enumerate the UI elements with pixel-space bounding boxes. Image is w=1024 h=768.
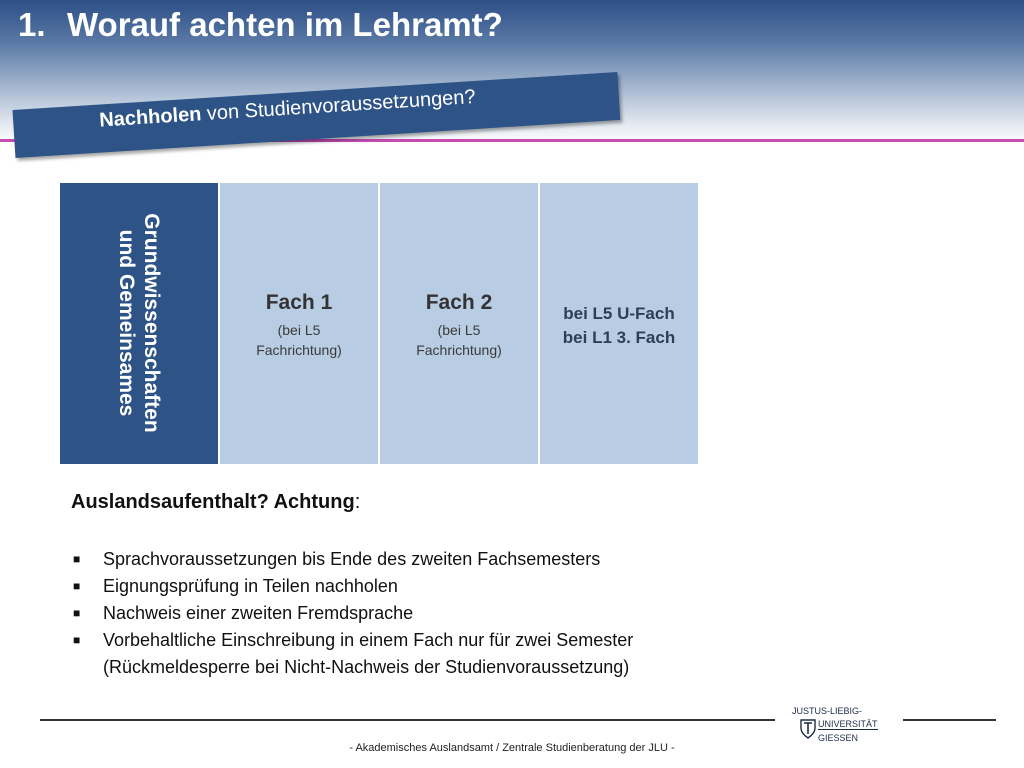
fach2-subtitle <box>380 320 538 360</box>
fach1-subtitle <box>220 320 378 360</box>
list-item-text: Vorbehaltliche Einschreibung in einem Fach nur für zwei Semester <box>103 630 634 650</box>
logo-line3: GIESSEN <box>818 733 859 743</box>
list-item-text: Eignungsprüfung in Teilen nachholen <box>103 576 398 596</box>
bullet-square-icon: ■ <box>73 552 81 566</box>
u-fach-line1: bei L5 U-Fach <box>563 304 675 323</box>
section-heading-colon: : <box>354 491 361 513</box>
shield-icon <box>800 719 816 739</box>
vertical-label <box>114 188 164 458</box>
bullet-square-icon: ■ <box>73 579 81 593</box>
logo-line1: JUSTUS-LIEBIG- <box>792 706 863 716</box>
fach1-sub-line1: (bei L5 <box>277 322 321 338</box>
bullet-square-icon: ■ <box>73 633 81 647</box>
fach2-title: Fach 2 <box>425 291 493 314</box>
list-item-text: Nachweis einer zweiten Fremdsprache <box>103 603 414 623</box>
footer-rule-left <box>40 719 775 721</box>
fach1-sub-line2: Fachrichtung) <box>256 342 342 358</box>
study-structure-grid <box>60 183 698 464</box>
grid-col-u-fach <box>540 183 698 464</box>
list-item-continuation: (Rückmeldesperre bei Nicht-Nachweis der Studienvoraussetzung) <box>103 657 630 677</box>
bullet-square-icon: ■ <box>73 606 81 620</box>
footer-rule-right <box>903 719 996 721</box>
list-item <box>72 627 633 681</box>
slide-title <box>18 6 503 44</box>
section-heading-text: Auslandsaufenthalt? Achtung <box>71 491 355 513</box>
vertical-label-line2: und Gemeinsames <box>115 229 138 417</box>
ribbon-bold: Nachholen <box>98 103 203 132</box>
slide-number: 1. <box>18 6 46 43</box>
vertical-label-line1: Grundwissenschaften <box>140 213 163 433</box>
grid-col-fach2 <box>380 183 538 464</box>
fach2-sub-line1: (bei L5 <box>437 322 481 338</box>
footer-text: - Akademisches Auslandsamt / Zentrale Studienberatung der JLU - <box>349 742 675 754</box>
list-item <box>72 546 633 573</box>
list-item <box>72 600 633 627</box>
fach1-title: Fach 1 <box>265 291 333 314</box>
fach2-sub-line2: Fachrichtung) <box>416 342 502 358</box>
list-item-text: Sprachvoraussetzungen bis Ende des zweiten Fachsemesters <box>103 549 601 569</box>
bullet-list <box>72 546 633 681</box>
list-item <box>72 573 633 600</box>
grid-col-grundwissenschaften <box>60 183 218 464</box>
section-heading <box>71 491 360 514</box>
u-fach-text <box>540 302 698 350</box>
grid-col-fach1 <box>220 183 378 464</box>
logo-line2: UNIVERSITÄT <box>818 719 878 729</box>
ribbon-rest: von Studienvoraussetzungen? <box>200 85 477 126</box>
u-fach-line2: bei L1 3. Fach <box>562 328 676 347</box>
slide-title-text: Worauf achten im Lehramt? <box>67 6 503 43</box>
